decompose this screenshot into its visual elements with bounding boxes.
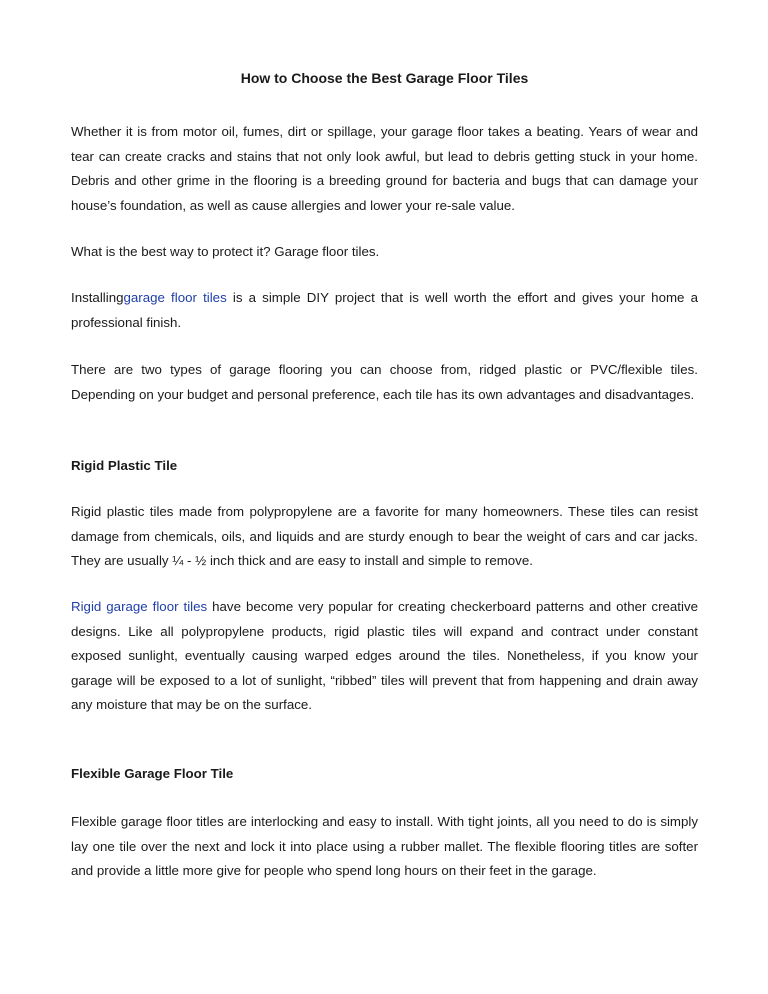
page-title: How to Choose the Best Garage Floor Tiles [240, 70, 529, 86]
types-paragraph: There are two types of garage flooring you can choose from, ridged plastic or PVC/flexible tiles. Depending on your budget and personal preference, each tile has its own advantages and disadvantages. [71, 362, 698, 402]
rigid-paragraph-2 [71, 595, 698, 718]
installing-paragraph [71, 286, 698, 335]
question-paragraph: What is the best way to protect it? Garage floor tiles. [71, 244, 380, 259]
rigid-garage-floor-tiles-link[interactable]: Rigid garage floor tiles [71, 599, 208, 614]
installing-text-after: is a simple DIY project that is well worth the effort and gives your home a professional finish. [71, 290, 698, 330]
rigid-plastic-heading: Rigid Plastic Tile [71, 458, 178, 473]
rigid-paragraph-2-text: have become very popular for creating checkerboard patterns and other creative designs. Like all polypropylene products, rigid plastic tiles will expand and contract under constant exposed sunlight, eventually causing warped edges around the tiles. Nonetheless, if you know your garage will be exposed to a lot of sunlight, “ribbed” tiles will prevent that from happening and drain away any moisture that may be on the surface. [71, 599, 698, 712]
garage-floor-tiles-link[interactable]: garage floor tiles [123, 290, 227, 305]
intro-paragraph: Whether it is from motor oil, fumes, dirt or spillage, your garage floor takes a beating. Years of wear and tear can create cracks and stains that not only look awful, but lead to debris getting stuck in your home. Debris and other grime in the flooring is a breeding ground for bacteria and bugs that can damage your house’s foundation, as well as cause allergies and lower your re-sale value. [71, 124, 698, 213]
installing-text-before: Installing [71, 290, 124, 305]
flexible-paragraph-1: Flexible garage floor titles are interlocking and easy to install. With tight joints, all you need to do is simply lay one tile over the next and lock it into place using a rubber mallet. The flexible flooring titles are softer and provide a little more give for people who spend long hours on their feet in the garage. [71, 814, 698, 878]
rigid-paragraph-1: Rigid plastic tiles made from polypropylene are a favorite for many homeowners. These tiles can resist damage from chemicals, oils, and liquids and are sturdy enough to bear the weight of cars and car jacks. They are usually ¼ - ½ inch thick and are easy to install and simple to remove. [71, 504, 698, 568]
flexible-floor-heading: Flexible Garage Floor Tile [71, 766, 234, 781]
